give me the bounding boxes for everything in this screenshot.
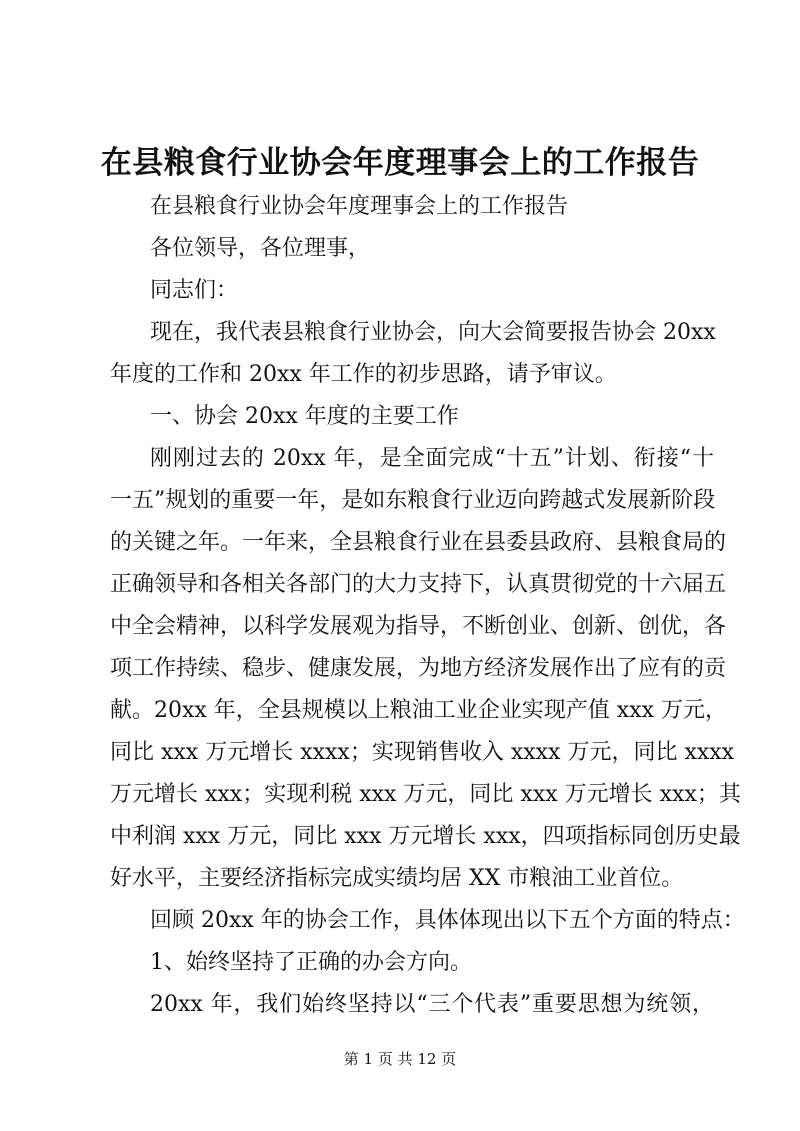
body-line: 献。20xx 年，全县规模以上粮油工业企业实现产值 xxx 万元，: [110, 698, 728, 723]
body-line: 同比 xxx 万元增长 xxxx；实现销售收入 xxxx 万元，同比 xxxx: [110, 740, 735, 765]
body-line: 各位领导，各位理事，: [150, 236, 371, 261]
body-line: 一五”规划的重要一年，是如东粮食行业迈向跨越式发展新阶段: [110, 488, 716, 513]
body-line: 正确领导和各相关各部门的大力支持下，认真贯彻党的十六届五: [110, 572, 727, 597]
body-line: 的关键之年。一年来，全县粮食行业在县委县政府、县粮食局的: [110, 530, 727, 555]
document-title: 在县粮食行业协会年度理事会上的工作报告: [100, 145, 700, 181]
body-line: 20xx 年，我们始终坚持以“三个代表”重要思想为统领，: [150, 992, 714, 1017]
page-footer: 第 1 页 共 12 页: [343, 1050, 457, 1068]
body-line: 万元增长 xxx；实现利税 xxx 万元，同比 xxx 万元增长 xxx；其: [110, 782, 741, 807]
body-line: 回顾 20xx 年的协会工作，具体体现出以下五个方面的特点：: [150, 908, 745, 933]
body-line: 年度的工作和 20xx 年工作的初步思路，请予审议。: [110, 362, 617, 387]
body-line: 在县粮食行业协会年度理事会上的工作报告: [150, 194, 569, 219]
body-line: 一、协会 20xx 年度的主要工作: [150, 404, 459, 429]
document-body: [110, 186, 745, 1026]
body-line: 同志们：: [150, 278, 239, 303]
body-line: 好水平，主要经济指标完成实绩均居 XX 市粮油工业首位。: [110, 866, 684, 891]
body-line: 刚刚过去的 20xx 年，是全面完成“十五”计划、衔接“十: [150, 446, 714, 471]
body-line: 中利润 xxx 万元，同比 xxx 万元增长 xxx，四项指标同创历史最: [110, 824, 741, 849]
body-line: 现在，我代表县粮食行业协会，向大会简要报告协会 20xx: [150, 320, 716, 345]
body-line: 中全会精神，以科学发展观为指导，不断创业、创新、创优，各: [110, 614, 727, 639]
body-line: 1、始终坚持了正确的办会方向。: [150, 950, 472, 975]
body-line: 项工作持续、稳步、健康发展，为地方经济发展作出了应有的贡: [110, 656, 727, 681]
